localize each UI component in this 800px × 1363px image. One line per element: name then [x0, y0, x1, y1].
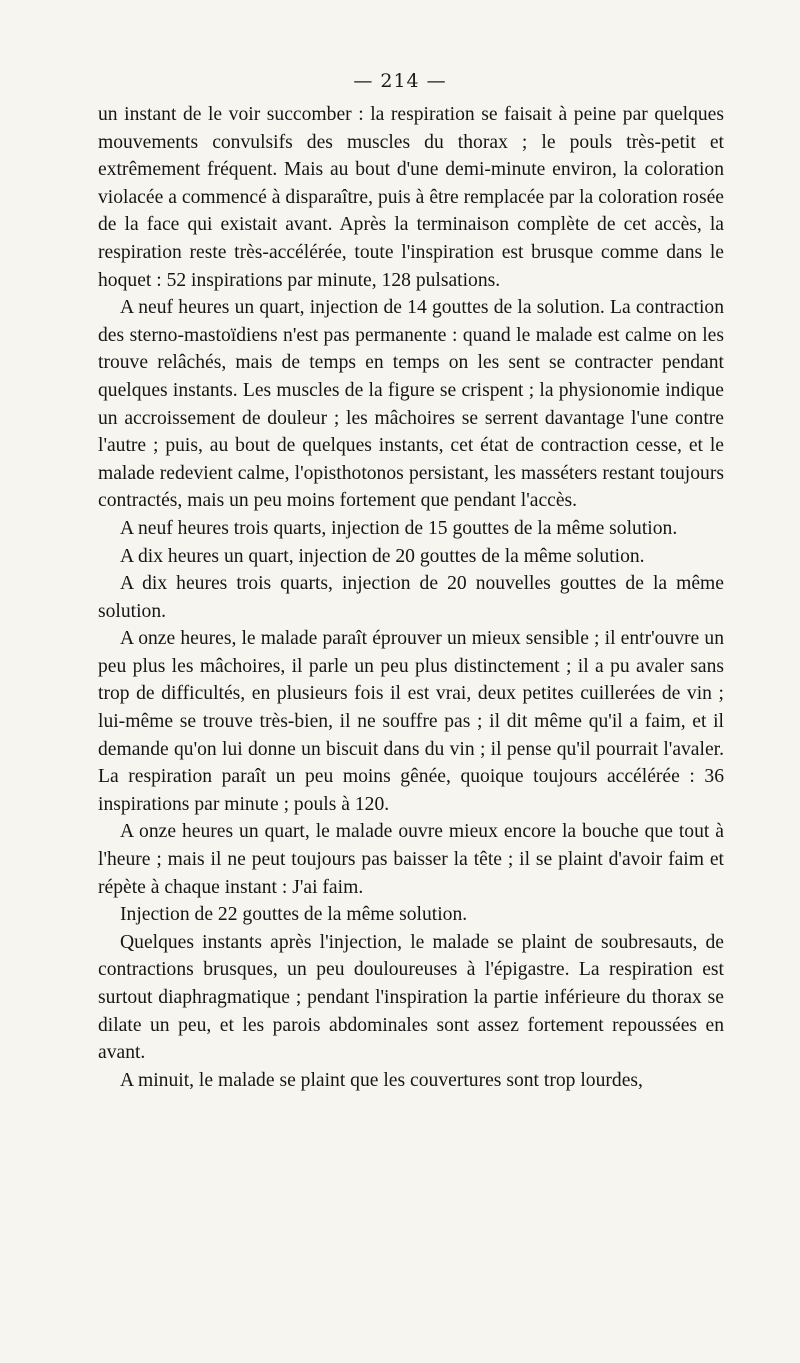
paragraph: Quelques instants après l'injection, le malade se plaint de soubresauts, de contractions brusques, un peu douloureuses à l'épigastre. La respiration est surtout diaphragmatique ; pendant l'inspiration la partie inférieure du thorax se dilate un peu, et les parois abdominales sont assez fortement repoussées en avant. [98, 931, 724, 1064]
paragraph: A dix heures un quart, injection de 20 gouttes de la même solution. [120, 545, 645, 567]
page-number: — 214 — [353, 70, 447, 92]
paragraph: A minuit, le malade se plaint que les couvertures sont trop lourdes, [120, 1069, 643, 1091]
paragraph: A dix heures trois quarts, injection de 20 nouvelles gouttes de la même solution. [98, 573, 724, 622]
paragraph: A neuf heures trois quarts, injection de 15 gouttes de la même solution. [120, 517, 678, 539]
paragraph: A onze heures un quart, le malade ouvre mieux encore la bouche que tout à l'heure ; mais il ne peut toujours pas baisser la tête ; il se plaint d'avoir faim et répète à chaque instant : J'ai faim. [98, 821, 724, 898]
paragraph: Injection de 22 gouttes de la même solution. [120, 904, 468, 926]
body-text [98, 101, 724, 1094]
paragraph: A neuf heures un quart, injection de 14 gouttes de la solution. La contraction des sterno-mastoïdiens n'est pas permanente : quand le malade est calme on les trouve relâchés, mais de temps en temps on les sent se contracter pendant quelques instants. Les muscles de la figure se crispent ; la physionomie indique un accroissement de douleur ; les mâchoires se serrent davantage l'une contre l'autre ; puis, au bout de quelques instants, cet état de contraction cesse, et le malade redevient calme, l'opisthotonos persistant, les masséters restant toujours contractés, mais un peu moins fortement que pendant l'accès. [98, 297, 724, 512]
paragraph: un instant de le voir succomber : la respiration se faisait à peine par quelques mouvements convulsifs des muscles du thorax ; le pouls très-petit et extrêmement fréquent. Mais au bout d'une demi-minute environ, la coloration violacée a commencé à disparaître, puis à être remplacée par la coloration rosée de la face qui existait avant. Après la terminaison complète de cet accès, la respiration reste très-accélérée, toute l'inspiration est brusque comme dans le hoquet : 52 inspirations par minute, 128 pulsations. [98, 104, 724, 291]
paragraph: A onze heures, le malade paraît éprouver un mieux sensible ; il entr'ouvre un peu plus les mâchoires, il parle un peu plus distinctement ; il a pu avaler sans trop de difficultés, en plusieurs fois il est vrai, deux petites cuillerées de vin ; lui-même se trouve très-bien, il ne souffre pas ; il dit même qu'il a faim, et il demande qu'on lui donne un biscuit dans du vin ; il pense qu'il pourrait l'avaler. La respiration paraît un peu moins gênée, quoique toujours accélérée : 36 inspirations par minute ; pouls à 120. [98, 628, 724, 815]
